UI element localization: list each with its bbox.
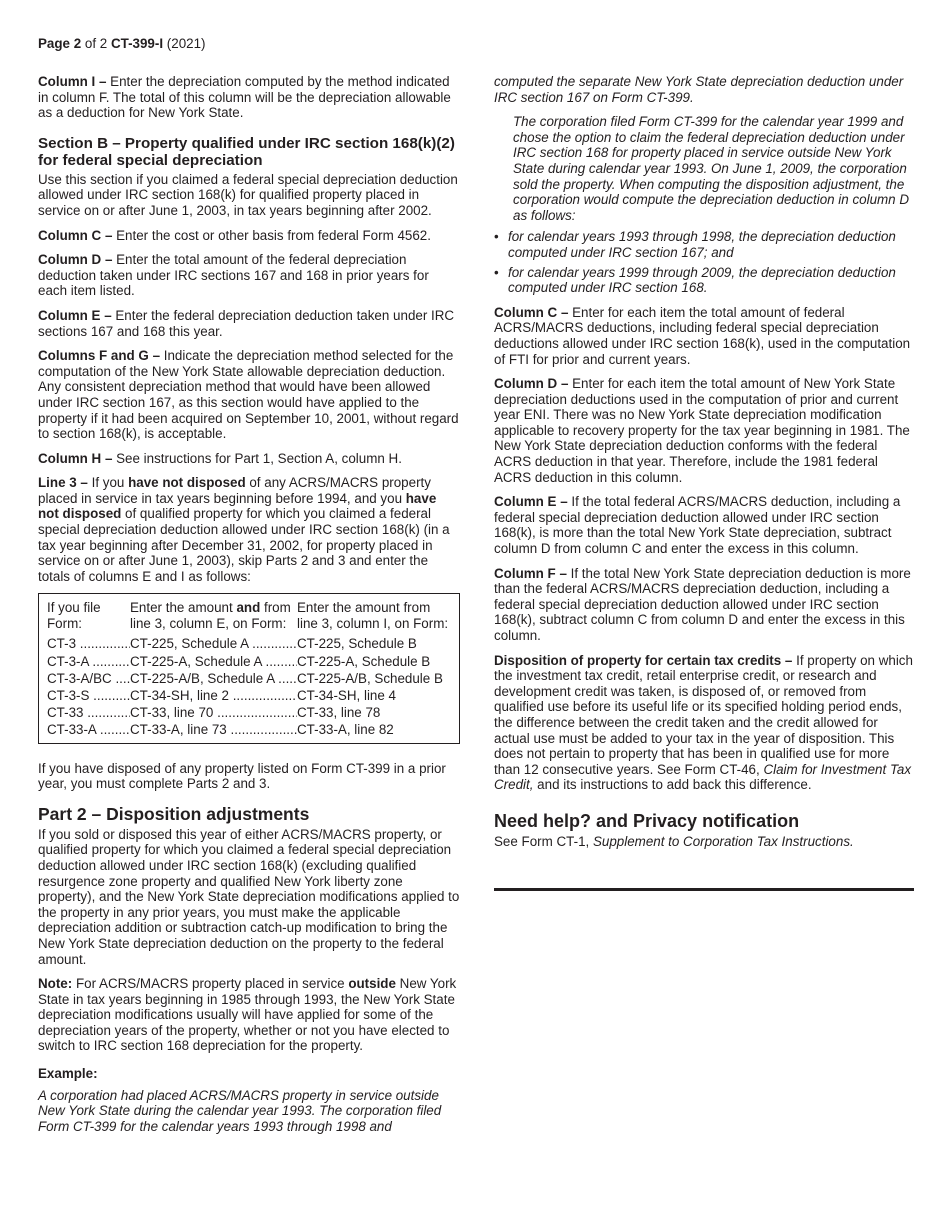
form-reference-table bbox=[38, 593, 460, 743]
section-divider bbox=[494, 888, 914, 891]
header-if-you-file: If you file Form: bbox=[47, 600, 101, 631]
page-of: of 2 bbox=[81, 36, 111, 51]
part-2-text: If you sold or disposed this year of either ACRS/MACRS property, or qualified property for which you claimed a federal special depreciation deduction allowed under IRC section 168(k) (excluding qualified resurgence zone property and qualified New York liberty zone property), and the New York State depreciation modifications applied to the property in any prior years, you must make the applicable depreciation addition or subtraction catch-up modification to bring the New York State depreciation deduction on the property to the federal amount. bbox=[38, 826, 460, 967]
table-row: CT-3-S ..... CT-34-SH, line 2 ..... CT-34-SH, line 4 bbox=[47, 687, 451, 704]
note-paragraph: Note: For ACRS/MACRS property placed in service outside New York State in tax years beginning in 1985 through 1993, the New York State depreciation modifications usually will have applied for some of the depreciation years of the property, whether or not you have elected to switch to IRC section 168 depreciation for the property. bbox=[38, 976, 457, 1054]
disposition-paragraph: Disposition of property for certain tax credits – If property on which the investment tax credit, retail enterprise credit, or research and development credit was taken, is disposed of, or removed from qualified use before its useful life or its specified holding period ends, the difference between the credit taken and the credit allowed for actual use must be added to your tax in the year of disposition. This does not pertain to property that has been in qualified use for more than 12 consecutive years. See Form CT-46, Claim for Investment Tax Credit, and its instructions to add back this difference. bbox=[494, 652, 913, 793]
part-2-column-c-paragraph: Column C – Enter for each item the total amount of federal ACRS/MACRS deductions, including federal special depreciation deductions allowed under IRC section 168(k), used in the computation of FTI for prior and current years. bbox=[494, 304, 911, 367]
left-column bbox=[38, 74, 460, 1143]
column-h-paragraph: Column H – See instructions for Part 1, Section A, column H. bbox=[38, 450, 402, 466]
bullet-icon: • bbox=[494, 264, 499, 280]
list-item: • for calendar years 1999 through 2009, the depreciation deduction computed under IRC section 168. bbox=[494, 264, 896, 296]
section-b-heading: Section B – Property qualified under IRC section 168(k)(2) for federal special depreciation bbox=[38, 134, 455, 170]
column-c-paragraph: Column C – Enter the cost or other basis from federal Form 4562. bbox=[38, 227, 431, 243]
help-heading: Need help? and Privacy notification bbox=[494, 810, 800, 831]
example-continued: computed the separate New York State depreciation deduction under IRC section 167 on Form CT-399. bbox=[494, 74, 904, 105]
help-text: See Form CT-1, Supplement to Corporation Tax Instructions. bbox=[494, 833, 854, 849]
part-2-heading: Part 2 – Disposition adjustments bbox=[38, 803, 310, 824]
example-label: Example: bbox=[38, 1066, 98, 1082]
line-3-paragraph: Line 3 – If you have not disposed of any ACRS/MACRS property placed in service in tax years beginning before 1994, and you have not disposed of qualified property for which you claimed a federal special depreciation deduction allowed under IRC section 168(k) (in a tax year beginning after December 31, 2002, for property placed in service on or after June 1, 2003), skip Parts 2 and 3 and enter the totals of columns E and I as follows: bbox=[38, 475, 450, 584]
page-number: Page 2 bbox=[38, 36, 82, 51]
column-d-paragraph: Column D – Enter the total amount of the federal depreciation deduction taken under IRC sections 167 and 168 in prior years for each item listed. bbox=[38, 252, 429, 299]
header-column-i: Enter the amount from line 3, column I, on Form: bbox=[297, 600, 449, 631]
example-indented: The corporation filed Form CT-399 for the calendar year 1999 and chose the option to claim the federal depreciation deduction under IRC section 168 for property placed in service outside New York State during calendar year 1993. On June 1, 2009, the corporation sold the property. When computing the disposition adjustment, the corporation would compute the depreciation deduction in column D as follows: bbox=[513, 114, 910, 223]
part-2-column-d-paragraph: Column D – Enter for each item the total amount of New York State depreciation deductions used in the computation of prior and current year ENI. There was no New York State depreciation modification applicable to recovery property for the tax year beginning in 1981. The New York State depreciation deduction conforms with the federal ACRS deduction in that year. Therefore, include the 1981 federal ACRS deduction in this column. bbox=[494, 376, 910, 485]
form-id: CT-399-I bbox=[110, 36, 164, 51]
bullet-icon: • bbox=[494, 229, 499, 245]
table-row: CT-3-A ..... CT-225-A, Schedule A ..... CT-225-A, Schedule B bbox=[47, 653, 451, 670]
right-column bbox=[494, 74, 916, 891]
part-2-column-e-paragraph: Column E – If the total federal ACRS/MACRS deduction, including a federal special depreciation deduction allowed under IRC section 168(k), is more than the total New York State depreciation, subtract column D from column C and enter the excess in this column. bbox=[494, 494, 901, 557]
disposed-note: If you have disposed of any property listed on Form CT-399 in a prior year, you must complete Parts 2 and 3. bbox=[38, 760, 446, 792]
header-column-e: Enter the amount and from line 3, column E, on Form: bbox=[130, 600, 291, 631]
columns-f-g-paragraph: Columns F and G – Indicate the depreciation method selected for the computation of the New York State allowable depreciation deduction. Any consistent depreciation method that would have been allowed under IRC section 167, as this section would have applied to the property if it had been acquired on September 10, 2001, without regard to section 168(k), is acceptable. bbox=[38, 348, 459, 442]
example-bullets bbox=[494, 229, 916, 295]
table-row: CT-33 ..... CT-33, line 70 ..... CT-33, line 78 bbox=[47, 704, 451, 721]
form-year: (2021) bbox=[163, 36, 206, 51]
part-2-column-f-paragraph: Column F – If the total New York State depreciation deduction is more than the federal ACRS/MACRS depreciation deduction, including a federal special depreciation deduction allowed under IRC section 168(k), subtract column C from column D and enter the excess in this column. bbox=[494, 565, 911, 643]
section-b-intro: Use this section if you claimed a federal special depreciation deduction allowed under IRC section 168(k) for qualified property placed in service on or after June 1, 2003, in tax years beginning after 2002. bbox=[38, 171, 458, 218]
list-item: • for calendar years 1993 through 1998, the depreciation deduction computed under IRC section 167; and bbox=[494, 229, 896, 260]
page-header bbox=[38, 36, 206, 52]
example-text: A corporation had placed ACRS/MACRS property in service outside New York State during the calendar year 1993. The corporation filed Form CT-399 for the calendar years 1993 through 1998 and bbox=[38, 1087, 442, 1134]
column-i-paragraph: Column I – Enter the depreciation computed by the method indicated in column F. The total of this column will be the depreciation allowable as a deduction for New York State. bbox=[38, 74, 451, 121]
table-row: CT-33-A ..... CT-33-A, line 73 ..... CT-33-A, line 82 bbox=[47, 721, 451, 738]
table-row: CT-3-A/BC ..... CT-225-A/B, Schedule A ..... CT-225-A/B, Schedule B bbox=[47, 670, 451, 687]
table-header bbox=[47, 600, 451, 631]
table-row: CT-3 ..... CT-225, Schedule A ..... CT-225, Schedule B bbox=[47, 635, 451, 652]
column-e-paragraph: Column E – Enter the federal depreciation deduction taken under IRC sections 167 and 168 this year. bbox=[38, 307, 455, 339]
